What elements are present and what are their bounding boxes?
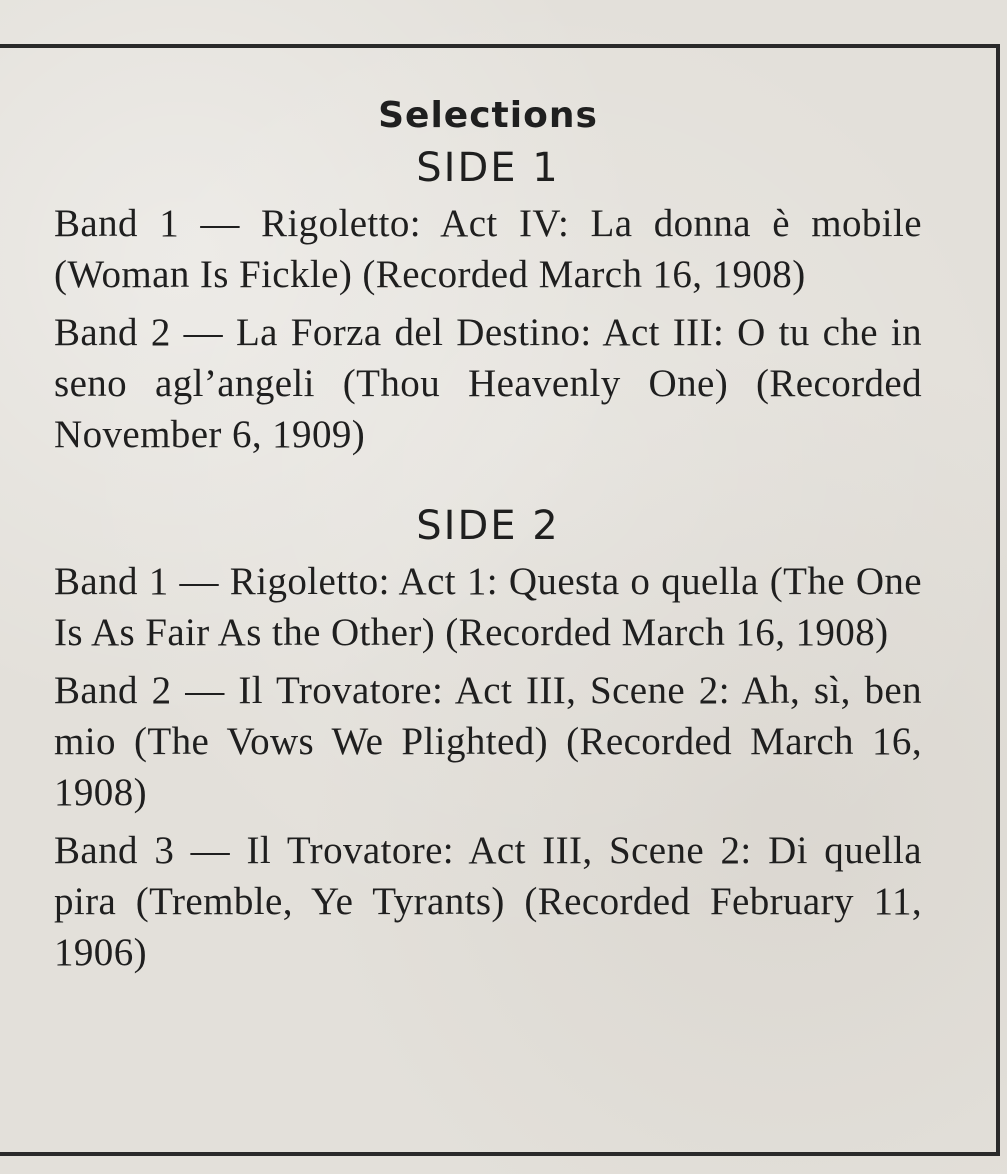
side-2-band-1: Band 1 — Rigoletto: Act 1: Questa o quella (The One Is As Fair As the Other) (Recorded March 16, 1908): [54, 560, 922, 654]
side-1-title: SIDE 1: [416, 145, 560, 191]
selections-content: [54, 95, 922, 978]
side-2-band-3: Band 3 — Il Trovatore: Act III, Scene 2: Di quella pira (Tremble, Ye Tyrants) (Recorded February 11, 1906): [54, 829, 922, 974]
selections-heading: Selections: [378, 95, 598, 136]
side-2-title: SIDE 2: [416, 503, 560, 549]
side-2-band-2: Band 2 — Il Trovatore: Act III, Scene 2: Ah, sì, ben mio (The Vows We Plighted) (Recorded March 16, 1908): [54, 669, 922, 814]
side-1-band-2: Band 2 — La Forza del Destino: Act III: O tu che in seno agl’angeli (Thou Heavenly One) (Recorded November 6, 1909): [54, 311, 922, 456]
side-1-band-1: Band 1 — Rigoletto: Act IV: La donna è mobile (Woman Is Fickle) (Recorded March 16, 1908): [54, 202, 922, 296]
